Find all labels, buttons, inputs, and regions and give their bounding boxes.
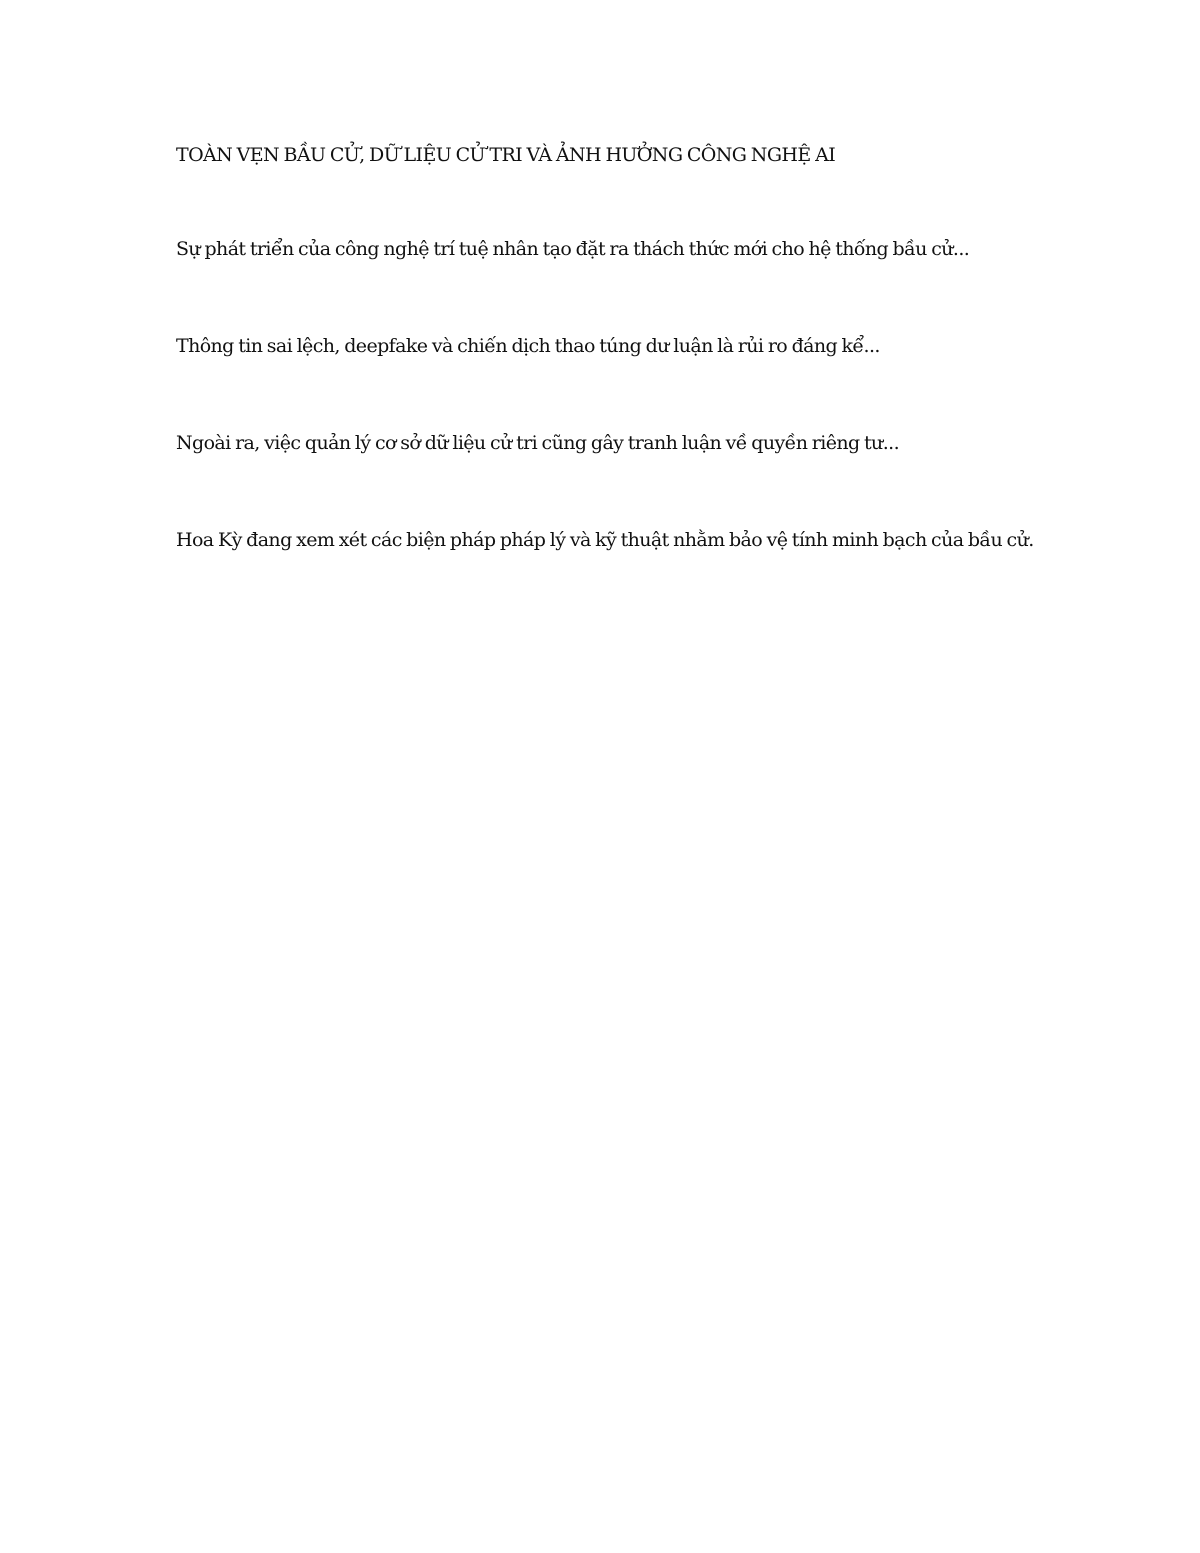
paragraph-misinformation: Thông tin sai lệch, deepfake và chiến dịch thao túng dư luận là rủi ro đáng kể... — [176, 335, 880, 357]
document-title: TOÀN VẸN BẦU CỬ, DỮ LIỆU CỬ TRI VÀ ẢNH HƯỞNG CÔNG NGHỆ AI — [176, 144, 836, 166]
paragraph-ai-challenge: Sự phát triển của công nghệ trí tuệ nhân tạo đặt ra thách thức mới cho hệ thống bầu cử... — [176, 238, 970, 260]
paragraph-voter-database: Ngoài ra, việc quản lý cơ sở dữ liệu cử tri cũng gây tranh luận về quyền riêng tư... — [176, 432, 900, 454]
paragraph-us-measures: Hoa Kỳ đang xem xét các biện pháp pháp lý và kỹ thuật nhằm bảo vệ tính minh bạch của bầu cử. — [176, 529, 1034, 551]
document-body — [176, 140, 1036, 622]
